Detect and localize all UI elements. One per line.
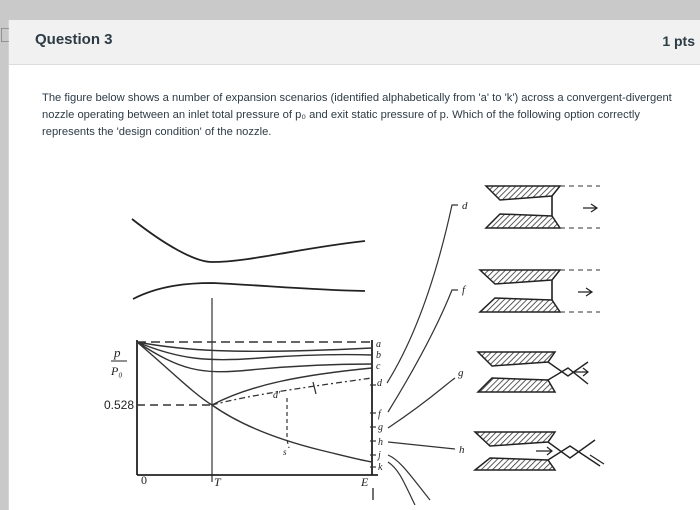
label-c: c xyxy=(376,361,381,372)
right-label-g: g xyxy=(458,367,464,379)
x-label-inlet: 0 xyxy=(141,473,147,487)
label-h: h xyxy=(378,437,383,448)
nozzle-lower-wall xyxy=(133,283,365,299)
leader-lines xyxy=(387,205,458,505)
question-text: The figure below shows a number of expansion scenarios (identified alphabetically from 'a' to 'k') across a convergent-divergent nozzle operating between an inlet total pressure of p₀ and exit static pressure of p. Which of the following option correctly represents the 'design condition' of the nozzle. xyxy=(42,92,672,138)
label-f: f xyxy=(378,409,381,420)
label-d: d xyxy=(377,378,382,389)
label-g: g xyxy=(378,422,383,433)
right-label-d: d xyxy=(462,200,468,212)
right-label-h: h xyxy=(459,444,465,456)
x-label-throat: T xyxy=(214,475,221,489)
shock-arrow xyxy=(313,382,316,394)
nozzle-sketch-h xyxy=(475,432,604,470)
label-d-prime: d' xyxy=(273,390,281,401)
curve-a xyxy=(137,342,372,351)
nozzle-upper-wall xyxy=(132,219,365,262)
curve-supersonic xyxy=(212,405,372,462)
curve-c xyxy=(137,342,372,372)
y-ratio-numerator: p xyxy=(114,345,121,360)
nozzle-sketch-f xyxy=(480,270,600,312)
exit-tick-marks xyxy=(370,385,376,467)
label-b: b xyxy=(376,350,381,361)
y-ratio-denominator: P₀ xyxy=(111,364,123,378)
critical-value-label: 0.528 xyxy=(104,398,135,412)
nozzle-sketch-d xyxy=(486,186,600,228)
label-j: j xyxy=(378,450,381,461)
right-label-f: f xyxy=(462,284,466,296)
x-label-exit: E xyxy=(361,475,369,489)
nozzle-sketch-g xyxy=(478,352,588,392)
label-k: k xyxy=(378,462,383,473)
label-shock-s: s xyxy=(283,447,287,457)
curve-d xyxy=(212,378,372,405)
label-a: a xyxy=(376,339,381,350)
question-points: 1 pts xyxy=(662,33,695,49)
question-title: Question 3 xyxy=(35,31,113,48)
